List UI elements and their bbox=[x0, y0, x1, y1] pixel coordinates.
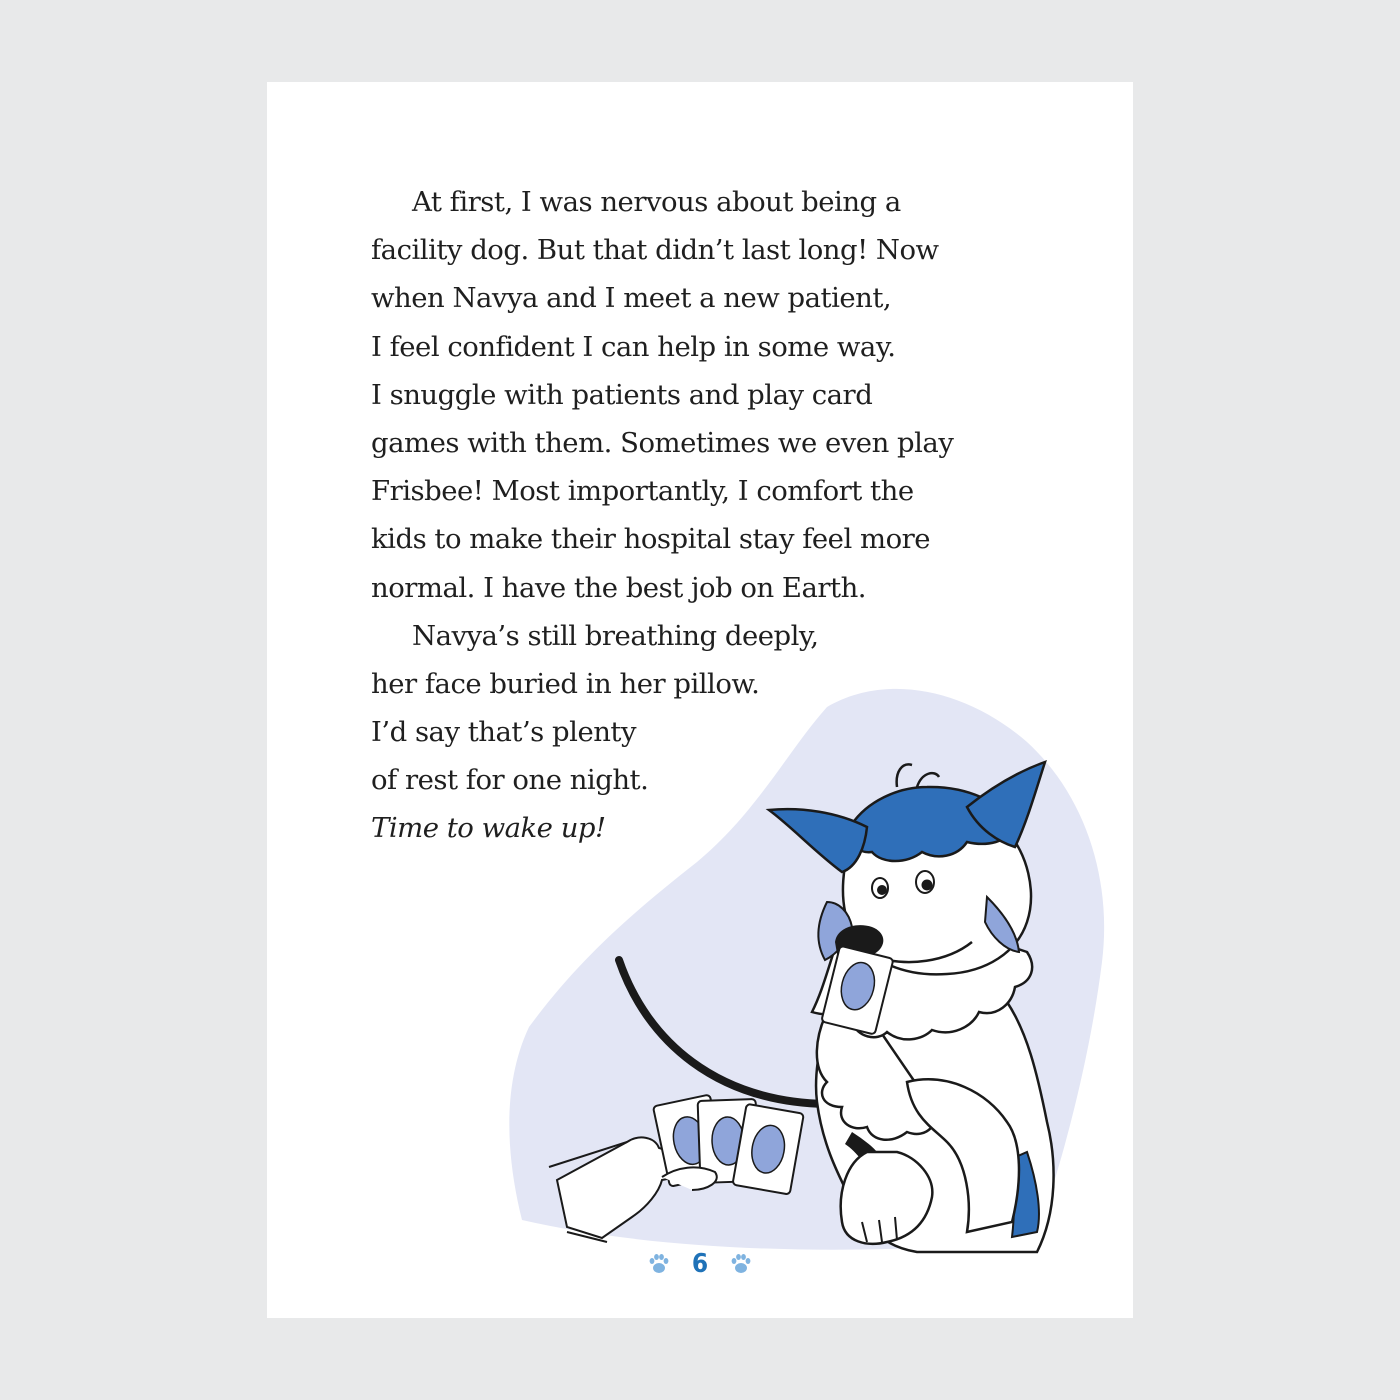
paw-print-icon bbox=[647, 1252, 671, 1276]
page-folio bbox=[267, 1249, 1133, 1279]
text-line-italic: Time to wake up! bbox=[371, 812, 606, 845]
text-line: I’d say that’s plenty bbox=[371, 716, 637, 749]
text-line: games with them. Sometimes we even play bbox=[371, 426, 954, 459]
text-line: of rest for one night. bbox=[371, 764, 649, 797]
text-line: I snuggle with patients and play card bbox=[371, 378, 873, 411]
text-line: kids to make their hospital stay feel more bbox=[371, 523, 931, 556]
text-line: normal. I have the best job on Earth. bbox=[371, 571, 867, 604]
text-line: when Navya and I meet a new patient, bbox=[371, 282, 892, 315]
text-line: Navya’s still breathing deeply, bbox=[412, 619, 819, 652]
body-text bbox=[371, 178, 1031, 853]
book-page bbox=[267, 82, 1133, 1318]
text-line: facility dog. But that didn’t last long! Now bbox=[371, 234, 939, 267]
text-line: her face buried in her pillow. bbox=[371, 667, 760, 700]
paw-print-icon bbox=[729, 1252, 753, 1276]
text-line: At first, I was nervous about being a bbox=[412, 186, 901, 218]
text-line: I feel confident I can help in some way. bbox=[371, 330, 896, 363]
page-number: 6 bbox=[691, 1249, 709, 1279]
text-line: Frisbee! Most importantly, I comfort the bbox=[371, 475, 914, 508]
